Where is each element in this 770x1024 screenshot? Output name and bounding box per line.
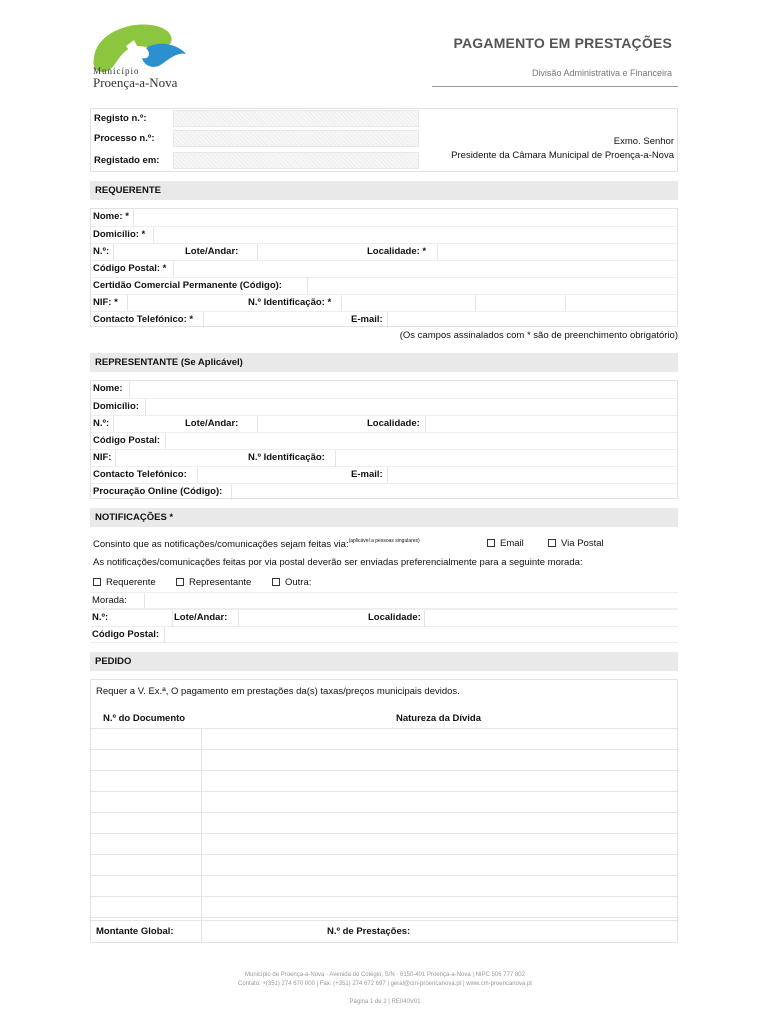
notif-localidade-label: Localidade: <box>368 612 421 623</box>
representante-procuracao-row[interactable] <box>91 483 677 500</box>
pedido-text: Requer a V. Ex.ª, O pagamento em prestações da(s) taxas/preços municipais devidos. <box>96 686 460 697</box>
requerente-domicilio-row[interactable] <box>91 226 677 243</box>
requerente-localidade-label: Localidade: * <box>367 246 427 257</box>
representante-cp-row[interactable] <box>91 432 677 449</box>
option-outra[interactable] <box>272 577 311 588</box>
title-divider <box>432 86 678 87</box>
option-postal-label: Via Postal <box>561 538 604 549</box>
requerente-nif-label: NIF: * <box>93 297 118 308</box>
requerente-certidao-row[interactable] <box>91 277 677 294</box>
requerente-morada-row[interactable] <box>91 243 677 260</box>
representante-contacto-label: Contacto Telefónico: <box>93 469 187 480</box>
notificacoes-form <box>90 535 678 645</box>
table-row[interactable] <box>91 728 677 749</box>
representante-domicilio-label: Domicílio: <box>93 401 139 412</box>
consinto-line <box>93 538 420 550</box>
page-title: PAGAMENTO EM PRESTAÇÕES <box>453 35 672 51</box>
requerente-contacto-row[interactable] <box>91 311 677 328</box>
requerente-nif-row[interactable] <box>91 294 677 311</box>
requerente-cp-row[interactable] <box>91 260 677 277</box>
section-pedido: PEDIDO <box>90 652 678 671</box>
registado-label: Registado em: <box>94 155 160 166</box>
col-documento-header: N.º do Documento <box>103 713 186 724</box>
notif-cp-label: Código Postal: <box>92 629 160 640</box>
requerente-email-label: E-mail: <box>351 314 383 325</box>
table-row[interactable] <box>91 770 677 791</box>
representante-localidade-label: Localidade: <box>367 418 420 429</box>
mandatory-note: (Os campos assinalados com * são de preenchimento obrigatório) <box>399 330 678 341</box>
footer-line1: Município de Proença-a-Nova · Avenida do Colégio, S/N · 6150-401 Proença-a-Nova | NIPC 506 777 802 <box>245 972 525 978</box>
table-row[interactable] <box>91 875 677 896</box>
representante-lote-label: Lote/Andar: <box>185 418 239 429</box>
option-email-label: Email <box>500 538 524 549</box>
checkbox-icon[interactable] <box>272 578 280 586</box>
pedido-totals-row[interactable] <box>91 920 677 942</box>
page-subtitle: Divisão Administrativa e Financeira <box>531 68 672 78</box>
requerente-identificacao-label: N.º Identificação: * <box>248 297 332 308</box>
representante-cp-label: Código Postal: <box>93 435 161 446</box>
section-notificacoes: NOTIFICAÇÕES * <box>90 508 678 527</box>
footer-page: Página 1 de 2 | RE040V01 <box>349 999 421 1005</box>
addressee-line1: Exmo. Senhor <box>613 136 674 147</box>
section-requerente: REQUERENTE <box>90 181 678 200</box>
requerente-lote-label: Lote/Andar: <box>185 246 239 257</box>
logo-text-big: Proença-a-Nova <box>93 75 178 90</box>
option-outra-label: Outra: <box>285 577 312 588</box>
postal-text: As notificações/comunicações feitas por via postal deverão ser enviadas preferencialmente para a seguinte morada: <box>93 557 583 568</box>
table-row[interactable] <box>91 896 677 917</box>
checkbox-icon[interactable] <box>548 539 556 547</box>
table-row[interactable] <box>91 854 677 875</box>
pedido-box <box>90 679 678 943</box>
notif-lote-label: Lote/Andar: <box>174 612 228 623</box>
registo-box <box>90 108 678 172</box>
representante-form <box>90 380 678 499</box>
requerente-form <box>90 208 678 327</box>
requerente-domicilio-label: Domicílio: * <box>93 229 146 240</box>
checkbox-icon[interactable] <box>487 539 495 547</box>
requerente-numero-label: N.º: <box>93 246 110 257</box>
representante-morada-row[interactable] <box>91 415 677 432</box>
option-representante[interactable] <box>176 577 251 588</box>
addressee-line2: Presidente da Câmara Municipal de Proença-a-Nova <box>451 150 674 161</box>
processo-label: Processo n.º: <box>94 133 155 144</box>
representante-nif-row[interactable] <box>91 449 677 466</box>
checkbox-icon[interactable] <box>93 578 101 586</box>
prestacoes-label: N.º de Prestações: <box>327 926 411 937</box>
table-row[interactable] <box>91 749 677 770</box>
representante-nif-label: NIF: <box>93 452 112 463</box>
requerente-nome-row[interactable] <box>91 209 677 226</box>
representante-nome-row[interactable] <box>91 381 677 398</box>
option-email[interactable] <box>487 538 524 549</box>
morada-label: Morada: <box>92 595 127 606</box>
morada-row[interactable] <box>90 592 678 609</box>
representante-procuracao-label: Procuração Online (Código): <box>93 486 223 497</box>
option-requerente[interactable] <box>93 577 156 588</box>
notif-morada-row[interactable] <box>90 609 678 626</box>
notif-numero-label: N.º: <box>92 612 109 623</box>
requerente-nome-label: Nome: * <box>93 211 129 222</box>
montante-label: Montante Global: <box>96 926 174 937</box>
option-postal[interactable] <box>548 538 604 549</box>
representante-contacto-row[interactable] <box>91 466 677 483</box>
consinto-sup: (aplicável a pessoas singulares) <box>348 538 420 544</box>
registo-field[interactable] <box>173 110 419 127</box>
checkbox-icon[interactable] <box>176 578 184 586</box>
representante-email-label: E-mail: <box>351 469 383 480</box>
requerente-certidao-label: Certidão Comercial Permanente (Código): <box>93 280 282 291</box>
table-row[interactable] <box>91 791 677 812</box>
option-representante-label: Representante <box>189 577 252 588</box>
col-natureza-header: Natureza da Dívida <box>396 713 481 724</box>
consinto-text: Consinto que as notificações/comunicações sejam feitas via: <box>93 539 349 550</box>
representante-identificacao-label: N.º Identificação: <box>248 452 325 463</box>
processo-field[interactable] <box>173 130 419 147</box>
logo-text-small: Município <box>93 66 140 76</box>
option-requerente-label: Requerente <box>106 577 156 588</box>
section-representante: REPRESENTANTE (Se Aplicável) <box>90 353 678 372</box>
representante-domicilio-row[interactable] <box>91 398 677 415</box>
footer-line2: Contato: +(351) 274 670 000 | Fax: (+351) 274 672 697 | geral@cm-proencanova.pt | www.cm-proencanova.pt <box>238 981 532 987</box>
representante-numero-label: N.º: <box>93 418 110 429</box>
requerente-contacto-label: Contacto Telefónico: * <box>93 314 194 325</box>
table-row[interactable] <box>91 833 677 854</box>
representante-nome-label: Nome: <box>93 383 123 394</box>
notif-cp-row[interactable] <box>90 626 678 643</box>
registado-field[interactable] <box>173 152 419 169</box>
addressee <box>451 135 674 163</box>
table-row[interactable] <box>91 812 677 833</box>
requerente-cp-label: Código Postal: * <box>93 263 167 274</box>
registo-label: Registo n.º: <box>94 113 147 124</box>
